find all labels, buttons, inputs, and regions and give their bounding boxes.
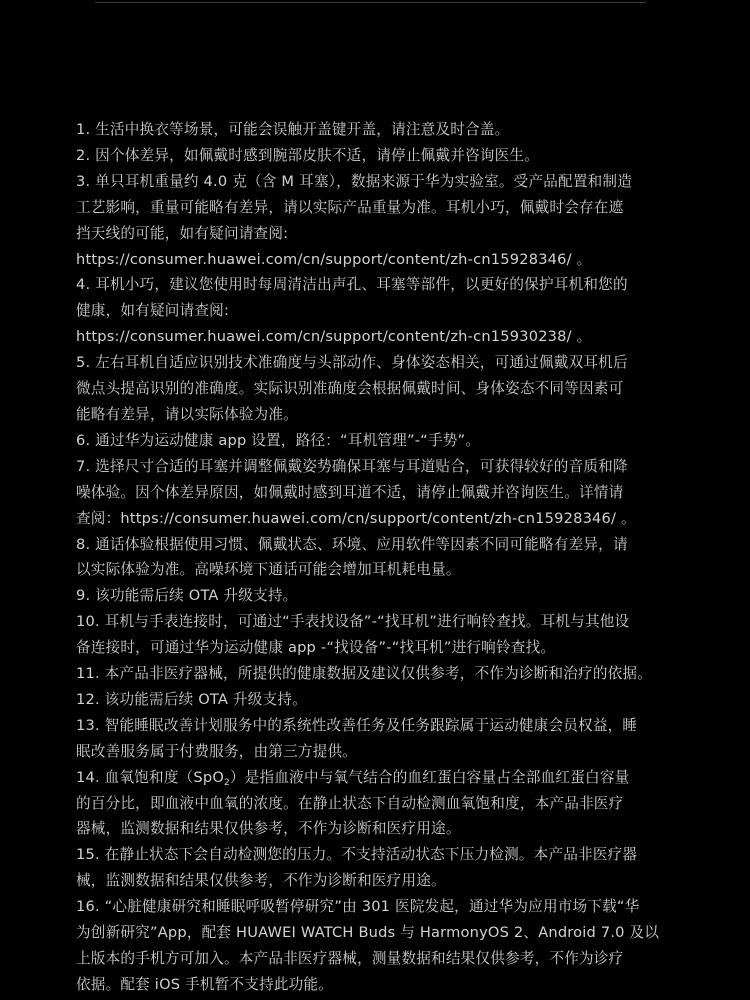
footnote-item	[76, 713, 676, 765]
footnote-line: 噪体验。因个体差异原因，如佩戴时感到耳道不适，请停止佩戴并咨询医生。详情请	[76, 483, 624, 501]
footnote-line: 16. “心脏健康研究和睡眠呼吸暂停研究”由 301 医院发起，通过华为应用市场下载“华	[76, 898, 640, 916]
footnote-item	[76, 117, 676, 143]
footnote-line: 12. 该功能需后续 OTA 升级支持。	[76, 690, 307, 708]
footnote-line: 依据。配套 iOS 手机暂不支持此功能。	[76, 975, 333, 993]
footnote-line: https://consumer.huawei.com/cn/support/content/zh-cn15930238/ 。	[76, 328, 592, 346]
footnote-line: 11. 本产品非医疗器械，所提供的健康数据及建议仅供参考，不作为诊断和治疗的依据。	[76, 665, 653, 683]
footnote-line: 备连接时，可通过华为运动健康 app -“找设备”-“找耳机”进行响铃查找。	[76, 639, 556, 657]
footnote-line: 15. 在静止状态下会自动检测您的压力。不支持活动状态下压力检测。本产品非医疗器	[76, 846, 638, 864]
footnote-item	[76, 454, 676, 532]
footnote-line: 健康，如有疑问请查阅:	[76, 302, 230, 320]
footnote-line: 以实际体验为准。高噪环境下通话可能会增加耳机耗电量。	[76, 561, 461, 579]
footnote-line: 8. 通话体验根据使用习惯、佩戴状态、环境、应用软件等因素不同可能略有差异，请	[76, 535, 628, 553]
footnote-item	[76, 583, 676, 609]
footnote-line: 5. 左右耳机自适应识别技术准确度与头部动作、身体姿态相关，可通过佩戴双耳机后	[76, 354, 628, 372]
footnote-item	[76, 350, 676, 428]
footnote-item	[76, 609, 676, 661]
footnote-line: 10. 耳机与手表连接时，可通过“手表找设备”-“找耳机”进行响铃查找。耳机与其他设	[76, 613, 630, 631]
spo2-text-after: ）是指血液中与氧气结合的血红蛋白容量占全部血红蛋白容量	[229, 768, 630, 786]
footnote-line: 械，监测数据和结果仅供参考，不作为诊断和医疗用途。	[76, 872, 446, 890]
footnote-line: 的百分比，即血液中血氧的浓度。在静止状态下自动检测血氧饱和度，本产品非医疗	[76, 794, 624, 812]
footnote-line: 3. 单只耳机重量约 4.0 克（含 M 耳塞），数据来源于华为实验室。受产品配置和制造	[76, 172, 633, 190]
footnote-item	[76, 428, 676, 454]
footnote-item	[76, 687, 676, 713]
footnote-line: 7. 选择尺寸合适的耳塞并调整佩戴姿势确保耳塞与耳道贴合，可获得较好的音质和降	[76, 457, 628, 475]
footnote-item	[76, 272, 676, 350]
footnote-item	[76, 532, 676, 584]
spo2-subscript: 2	[224, 777, 230, 788]
footnote-line: 为创新研究”App，配套 HUAWEI WATCH Buds 与 HarmonyOS 2、Android 7.0 及以	[76, 924, 660, 942]
footnote-item	[76, 894, 676, 998]
footnote-line: 微点头提高识别的准确度。实际识别准确度会根据佩戴时间、身体姿态不同等因素可	[76, 380, 624, 398]
footnote-line: 眠改善服务属于付费服务，由第三方提供。	[76, 742, 358, 760]
spo2-text-before: 14. 血氧饱和度（SpO	[76, 768, 225, 786]
footnote-line: https://consumer.huawei.com/cn/support/content/zh-cn15928346/ 。	[76, 250, 592, 268]
footnote-list	[76, 117, 676, 998]
footnote-item	[76, 169, 676, 273]
footnote-line	[76, 765, 676, 791]
footnote-line: 6. 通过华为运动健康 app 设置，路径：“耳机管理”-“手势”。	[76, 431, 481, 449]
footnote-item	[76, 143, 676, 169]
footnote-line: 挡天线的可能，如有疑问请查阅:	[76, 224, 289, 242]
footnote-line: 1. 生活中换衣等场景，可能会误触开盖键开盖，请注意及时合盖。	[76, 121, 510, 138]
footnote-line: 器械，监测数据和结果仅供参考，不作为诊断和医疗用途。	[76, 820, 461, 838]
footnote-line: 上版本的手机方可加入。本产品非医疗器械，测量数据和结果仅供参考，不作为诊疗	[76, 950, 624, 967]
footnote-line: 13. 智能睡眠改善计划服务中的系统性改善任务及任务跟踪属于运动健康会员权益，睡	[76, 716, 638, 734]
footnote-line: 4. 耳机小巧，建议您使用时每周清洁出声孔、耳塞等部件，以更好的保护耳机和您的	[76, 276, 628, 294]
top-divider	[95, 2, 646, 3]
footnote-line: 工艺影响，重量可能略有差异，请以实际产品重量为准。耳机小巧，佩戴时会存在遮	[76, 198, 624, 216]
footnote-item	[76, 842, 676, 894]
footnote-line: 2. 因个体差异，如佩戴时感到腕部皮肤不适，请停止佩戴并咨询医生。	[76, 146, 539, 164]
footnote-item	[76, 765, 676, 843]
footnote-line: 9. 该功能需后续 OTA 升级支持。	[76, 587, 298, 605]
footnote-item	[76, 661, 676, 687]
footnote-line: 能略有差异，请以实际体验为准。	[76, 405, 298, 423]
footnote-line: 查阅：https://consumer.huawei.com/cn/support/content/zh-cn15928346/ 。	[76, 509, 636, 527]
